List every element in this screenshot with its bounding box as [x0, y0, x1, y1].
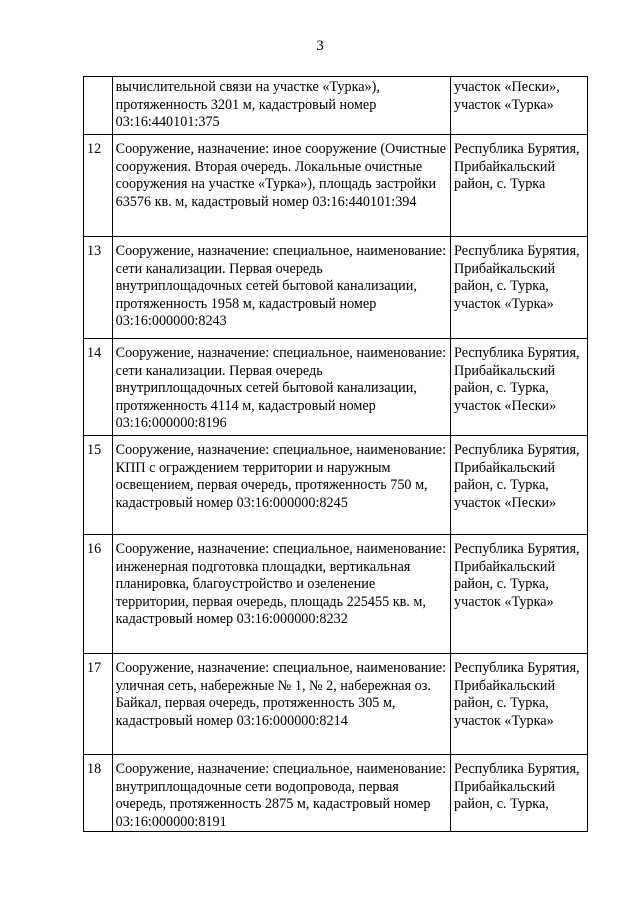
row-number: 14 — [84, 339, 113, 436]
row-location: Республика Бурятия, Прибайкальский район, с. Турка — [450, 135, 587, 237]
row-description: вычислительной связи на участке «Турка»), протяженность 3201 м, кадастровый номер 03:16:440101:375 — [112, 77, 450, 135]
table-row — [84, 77, 588, 135]
table-row — [84, 237, 588, 339]
row-number: 17 — [84, 654, 113, 755]
table-row — [84, 436, 588, 535]
table-row — [84, 755, 588, 832]
table-row — [84, 535, 588, 654]
row-location: Республика Бурятия, Прибайкальский район, с. Турка, — [450, 755, 587, 832]
row-number: 15 — [84, 436, 113, 535]
page-number: 3 — [316, 38, 324, 54]
row-location: Республика Бурятия, Прибайкальский район, с. Турка, участок «Пески» — [450, 339, 587, 436]
row-description: Сооружение, назначение: специальное, наименование: КПП с ограждением территории и наружным освещением, первая очередь, протяженность 750 м, кадастровый номер 03:16:000000:8245 — [112, 436, 450, 535]
row-description: Сооружение, назначение: иное сооружение (Очистные сооружения. Вторая очередь. Локальные очистные сооружения на участке «Турка»), площадь застройки 63576 кв. м, кадастровый номер 03:16:440101:394 — [112, 135, 450, 237]
row-number — [84, 77, 113, 135]
row-number: 18 — [84, 755, 113, 832]
row-description: Сооружение, назначение: специальное, наименование: сети канализации. Первая очередь внутриплощадочных сетей бытовой канализации, протяженность 4114 м, кадастровый номер 03:16:000000:8196 — [112, 339, 450, 436]
row-description: Сооружение, назначение: специальное, наименование: инженерная подготовка площадки, вертикальная планировка, благоустройство и озеленение территории, первая очередь, площадь 225455 кв. м, кадастровый номер 03:16:000000:8232 — [112, 535, 450, 654]
row-description: Сооружение, назначение: специальное, наименование: уличная сеть, набережные № 1, № 2, набережная оз. Байкал, первая очередь, протяженность 305 м, кадастровый номер 03:16:000000:8214 — [112, 654, 450, 755]
row-location: Республика Бурятия, Прибайкальский район, с. Турка, участок «Пески» — [450, 436, 587, 535]
row-location: Республика Бурятия, Прибайкальский район, с. Турка, участок «Турка» — [450, 654, 587, 755]
row-number: 13 — [84, 237, 113, 339]
row-number: 16 — [84, 535, 113, 654]
table-row — [84, 135, 588, 237]
row-description: Сооружение, назначение: специальное, наименование: сети канализации. Первая очередь внутриплощадочных сетей бытовой канализации, протяженность 1958 м, кадастровый номер 03:16:000000:8243 — [112, 237, 450, 339]
table-row — [84, 339, 588, 436]
row-location: Республика Бурятия, Прибайкальский район, с. Турка, участок «Турка» — [450, 535, 587, 654]
property-table — [83, 76, 588, 832]
row-number: 12 — [84, 135, 113, 237]
row-location: Республика Бурятия, Прибайкальский район, с. Турка, участок «Турка» — [450, 237, 587, 339]
table-row — [84, 654, 588, 755]
row-description: Сооружение, назначение: специальное, наименование: внутриплощадочные сети водопровода, первая очередь, протяженность 2875 м, кадастровый номер 03:16:000000:8191 — [112, 755, 450, 832]
row-location: участок «Пески», участок «Турка» — [450, 77, 587, 135]
